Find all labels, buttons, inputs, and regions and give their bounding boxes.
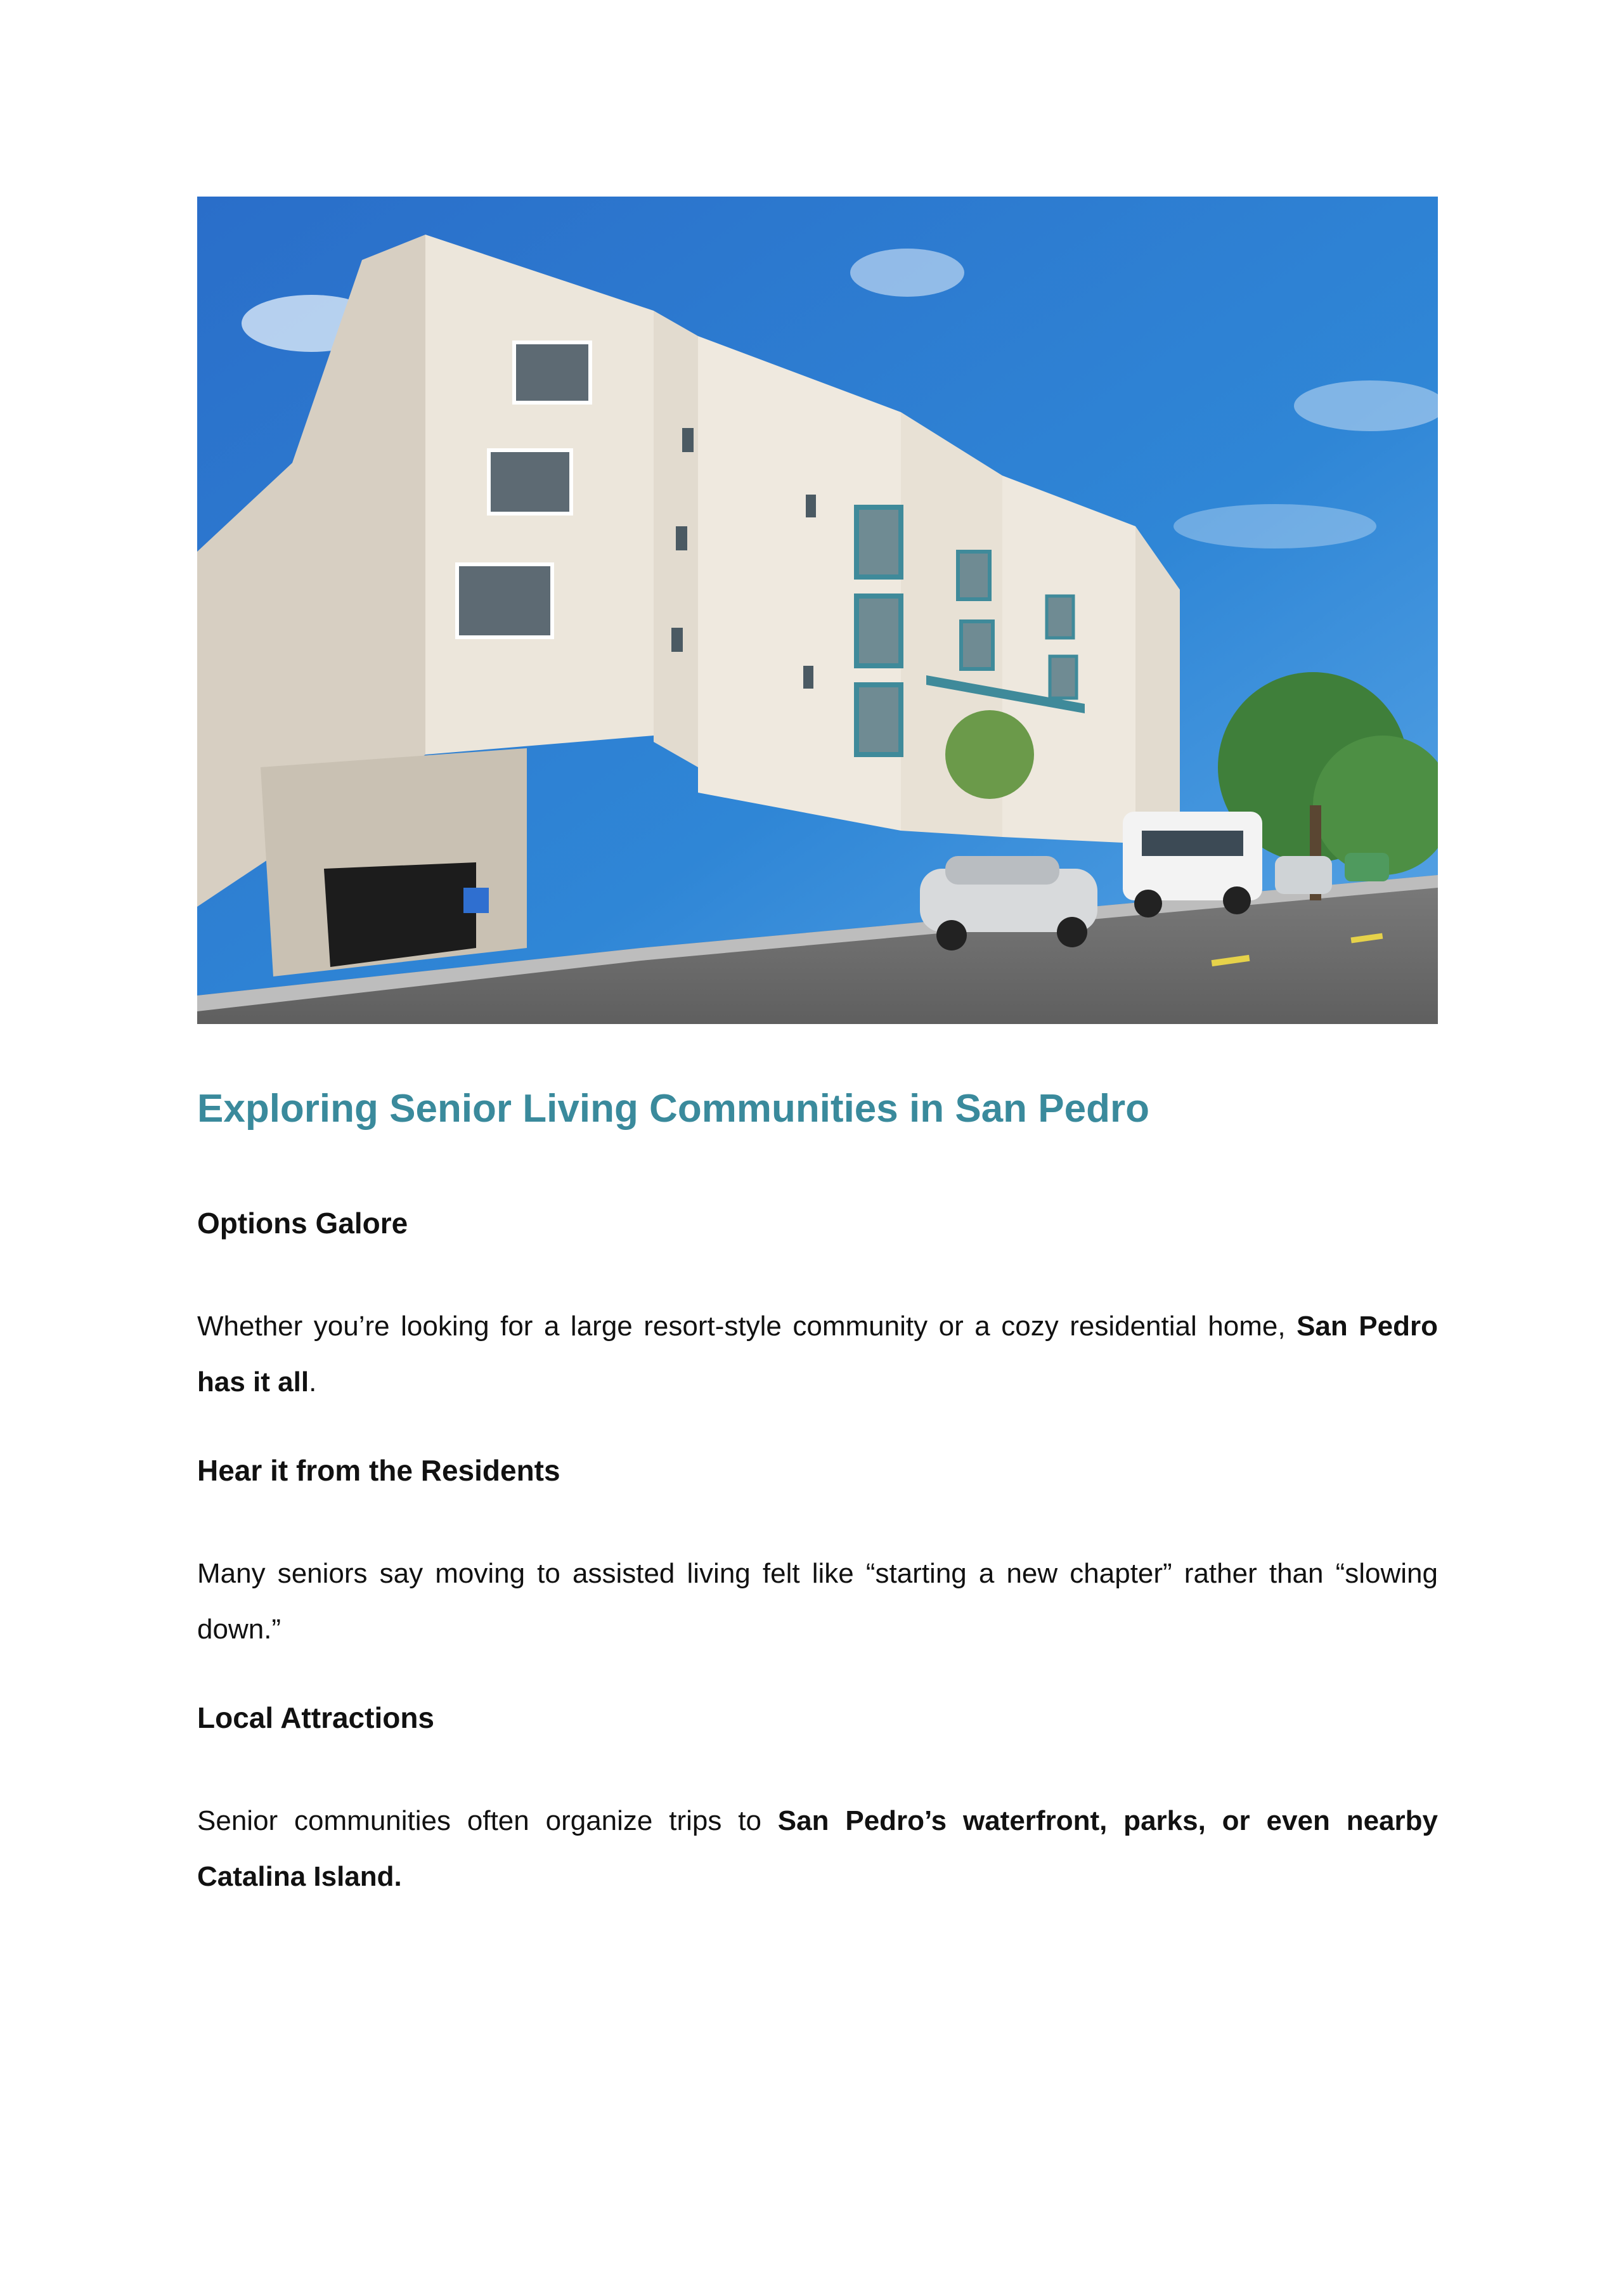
paragraph-bold-text: San Pedro’s waterfront, parks, or even nearby Catalina Island. — [197, 1805, 1438, 1892]
paragraph-bold-text: San Pedro has it all — [197, 1311, 1438, 1398]
building-illustration — [197, 197, 1438, 1024]
section-paragraph-options — [197, 1299, 1438, 1410]
building-photo — [197, 197, 1438, 1024]
paragraph-text: Many seniors say moving to assisted living felt like “starting a new chapter” rather than “slowing down.” — [197, 1558, 1438, 1645]
section-heading-attractions: Local Attractions — [197, 1701, 435, 1734]
paragraph-text: Whether you’re looking for a large resort-style community or a cozy residential home, — [197, 1311, 1297, 1342]
section-paragraph-attractions — [197, 1793, 1438, 1905]
section-paragraph-residents — [197, 1546, 1438, 1657]
paragraph-text: Senior communities often organize trips to — [197, 1805, 778, 1836]
page-title: Exploring Senior Living Communities in San Pedro — [197, 1087, 1149, 1131]
section-heading-residents: Hear it from the Residents — [197, 1454, 560, 1487]
section-heading-options: Options Galore — [197, 1207, 408, 1240]
paragraph-text-end: . — [309, 1366, 317, 1398]
